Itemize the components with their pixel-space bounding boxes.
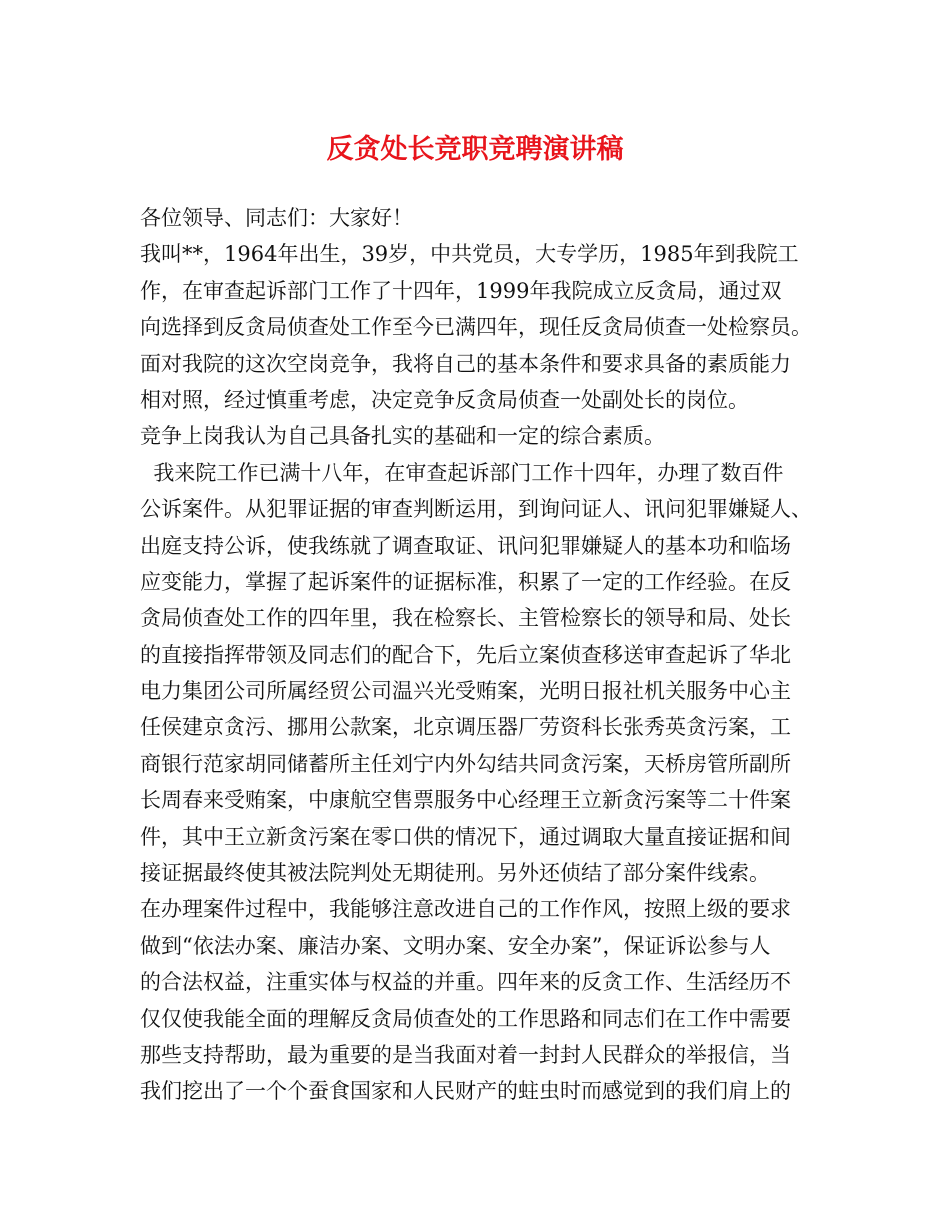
text-line: 各位领导、同志们：大家好！: [140, 206, 413, 230]
text-line: 仅仅使我能全面的理解反贪局侦查处的工作思路和同志们在工作中需要: [140, 1006, 791, 1031]
text-line: 那些支持帮助，最为重要的是当我面对着一封封人民群众的举报信，当: [140, 1042, 791, 1067]
text-line: 贪局侦查处工作的四年里，我在检察长、主管检察长的领导和局、处长: [140, 606, 791, 631]
text-line: 的合法权益，注重实体与权益的并重。四年来的反贪工作、生活经历不: [140, 970, 791, 995]
document-title: 反贪处长竞职竞聘演讲稿: [326, 134, 624, 165]
text-line: 的直接指挥带领及同志们的配合下，先后立案侦查移送审查起诉了华北: [140, 642, 791, 667]
text-line: 出庭支持公诉，使我练就了调查取证、讯问犯罪嫌疑人的基本功和临场: [140, 533, 791, 558]
text-line: 做到“依法办案、廉洁办案、文明办案、安全办案”，保证诉讼参与人: [140, 933, 771, 958]
text-line: 相对照，经过慎重考虑，决定竞争反贪局侦查一处副处长的岗位。: [140, 387, 749, 412]
document-body: [140, 200, 830, 1110]
text-line: 面对我院的这次空岗竞争，我将自己的基本条件和要求具备的素质能力: [140, 351, 791, 376]
text-line: 接证据最终使其被法院判处无期徒刑。另外还侦结了部分案件线索。: [140, 861, 770, 886]
text-line: 在办理案件过程中，我能够注意改进自己的工作作风，按照上级的要求: [140, 897, 791, 922]
text-line: 我来院工作已满十八年，在审查起诉部门工作十四年，办理了数百件: [140, 460, 784, 485]
text-line: 任侯建京贪污、挪用公款案，北京调压器厂劳资科长张秀英贪污案，工: [140, 715, 791, 740]
text-line: 电力集团公司所属经贸公司温兴光受贿案，光明日报社机关服务中心主: [140, 679, 791, 704]
text-line: 作，在审查起诉部门工作了十四年，1999年我院成立反贪局，通过双: [140, 278, 782, 303]
text-line: 竞争上岗我认为自己具备扎实的基础和一定的综合素质。: [140, 424, 665, 449]
text-line: 我叫**，1964年出生，39岁，中共党员，大专学历，1985年到我院工: [140, 242, 799, 267]
text-line: 我们挖出了一个个蚕食国家和人民财产的蛀虫时而感觉到的我们肩上的: [140, 1079, 791, 1104]
text-line: 应变能力，掌握了起诉案件的证据标准，积累了一定的工作经验。在反: [140, 569, 791, 594]
text-line: 件，其中王立新贪污案在零口供的情况下，通过调取大量直接证据和间: [140, 824, 791, 849]
text-line: 商银行范家胡同储蓄所主任刘宁内外勾结共同贪污案，天桥房管所副所: [140, 751, 791, 776]
text-line: 公诉案件。从犯罪证据的审查判断运用，到询问证人、讯问犯罪嫌疑人、: [140, 497, 812, 522]
text-line: 长周春来受贿案，中康航空售票服务中心经理王立新贪污案等二十件案: [140, 788, 791, 813]
text-line: 向选择到反贪局侦查处工作至今已满四年，现任反贪局侦查一处检察员。: [140, 315, 812, 340]
